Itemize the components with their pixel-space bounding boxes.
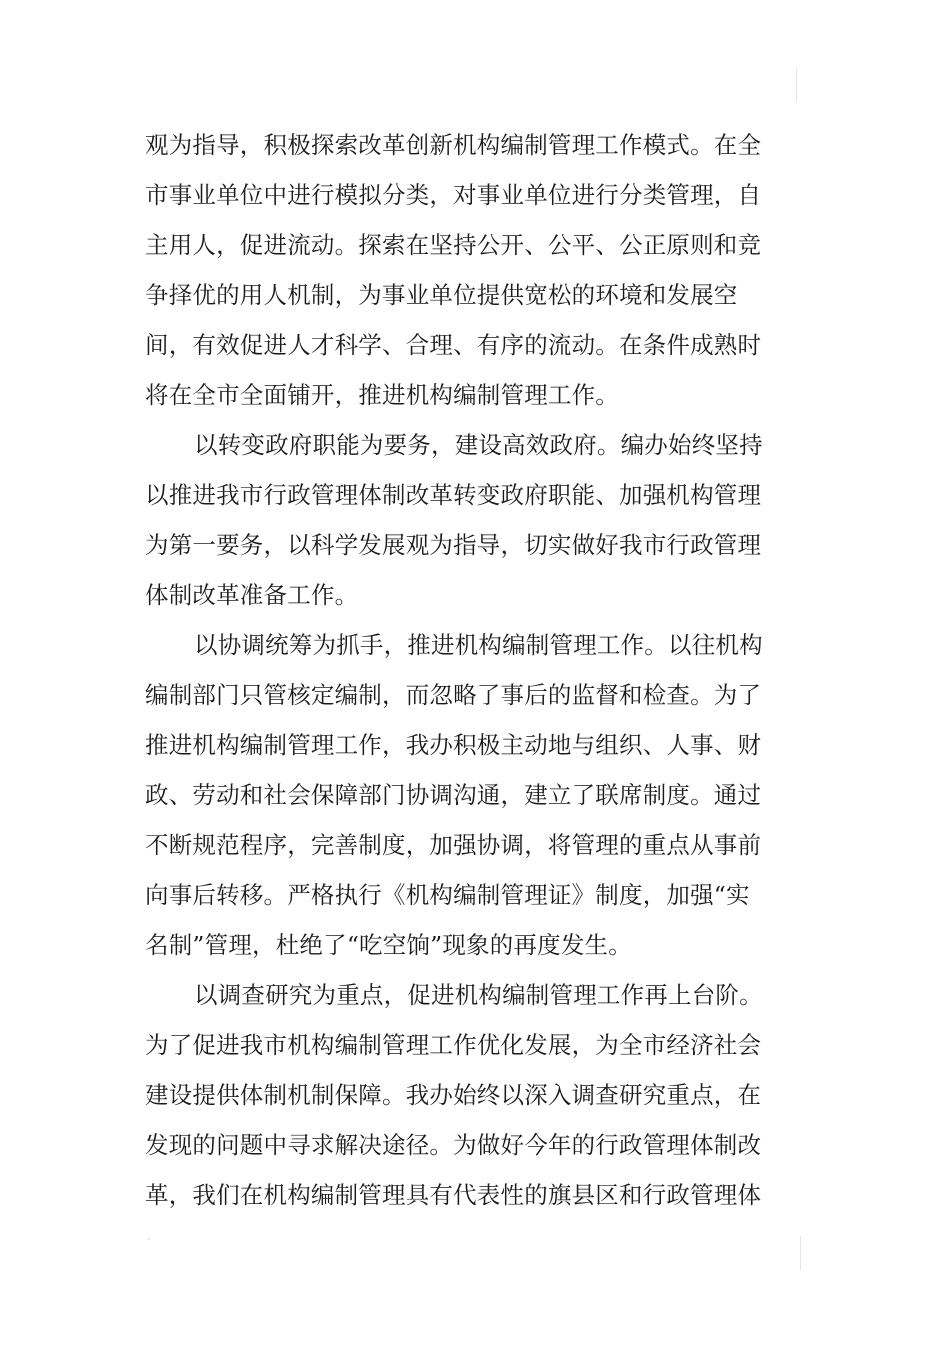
text-line: 为了促进我市机构编制管理工作优化发展，为全市经济社会 bbox=[145, 1031, 762, 1059]
text-line: 主用人，促进流动。探索在坚持公开、公平、公正原则和竞 bbox=[145, 231, 762, 259]
text-line: 编制部门只管核定编制，而忽略了事后的监督和检查。为了 bbox=[145, 681, 762, 709]
text-line: 体制改革准备工作。 bbox=[145, 581, 359, 609]
text-line: 观为指导，积极探索改革创新机构编制管理工作模式。在全 bbox=[145, 131, 762, 159]
text-line: 以调查研究为重点，促进机构编制管理工作再上台阶。 bbox=[194, 981, 763, 1009]
text-line: 不断规范程序，完善制度，加强协调，将管理的重点从事前 bbox=[145, 831, 762, 859]
text-line: 以转变政府职能为要务，建设高效政府。编办始终坚持 bbox=[194, 431, 763, 459]
page-dot-mark bbox=[147, 1238, 150, 1240]
paragraph bbox=[145, 420, 763, 620]
paragraph bbox=[145, 970, 763, 1220]
text-line: 建设提供体制机制保障。我办始终以深入调查研究重点，在 bbox=[145, 1081, 762, 1109]
paragraph bbox=[145, 120, 762, 420]
document-body bbox=[145, 120, 763, 1220]
text-line: 为第一要务，以科学发展观为指导，切实做好我市行政管理 bbox=[145, 531, 762, 559]
text-line: 政、劳动和社会保障部门协调沟通，建立了联席制度。通过 bbox=[145, 781, 762, 809]
paragraph bbox=[145, 620, 763, 970]
page-edge-mark-top bbox=[796, 68, 797, 102]
text-line: 市事业单位中进行模拟分类，对事业单位进行分类管理，自 bbox=[145, 181, 762, 209]
page-edge-mark-bottom bbox=[800, 1236, 801, 1270]
text-line: 发现的问题中寻求解决途径。为做好今年的行政管理体制改 bbox=[145, 1131, 762, 1159]
text-line: 推进机构编制管理工作，我办积极主动地与组织、人事、财 bbox=[145, 731, 762, 759]
text-line: 名制”管理，杜绝了“吃空饷”现象的再度发生。 bbox=[145, 931, 632, 959]
text-line: 间，有效促进人才科学、合理、有序的流动。在条件成熟时 bbox=[145, 331, 762, 359]
text-line: 以协调统筹为抓手，推进机构编制管理工作。以往机构 bbox=[194, 631, 763, 659]
text-line: 争择优的用人机制，为事业单位提供宽松的环境和发展空 bbox=[145, 281, 738, 309]
text-line: 向事后转移。严格执行《机构编制管理证》制度，加强“实 bbox=[145, 881, 750, 909]
text-line: 以推进我市行政管理体制改革转变政府职能、加强机构管理 bbox=[145, 481, 762, 509]
text-line: 将在全市全面铺开，推进机构编制管理工作。 bbox=[145, 381, 619, 409]
text-line: 革，我们在机构编制管理具有代表性的旗县区和行政管理体 bbox=[145, 1181, 762, 1209]
